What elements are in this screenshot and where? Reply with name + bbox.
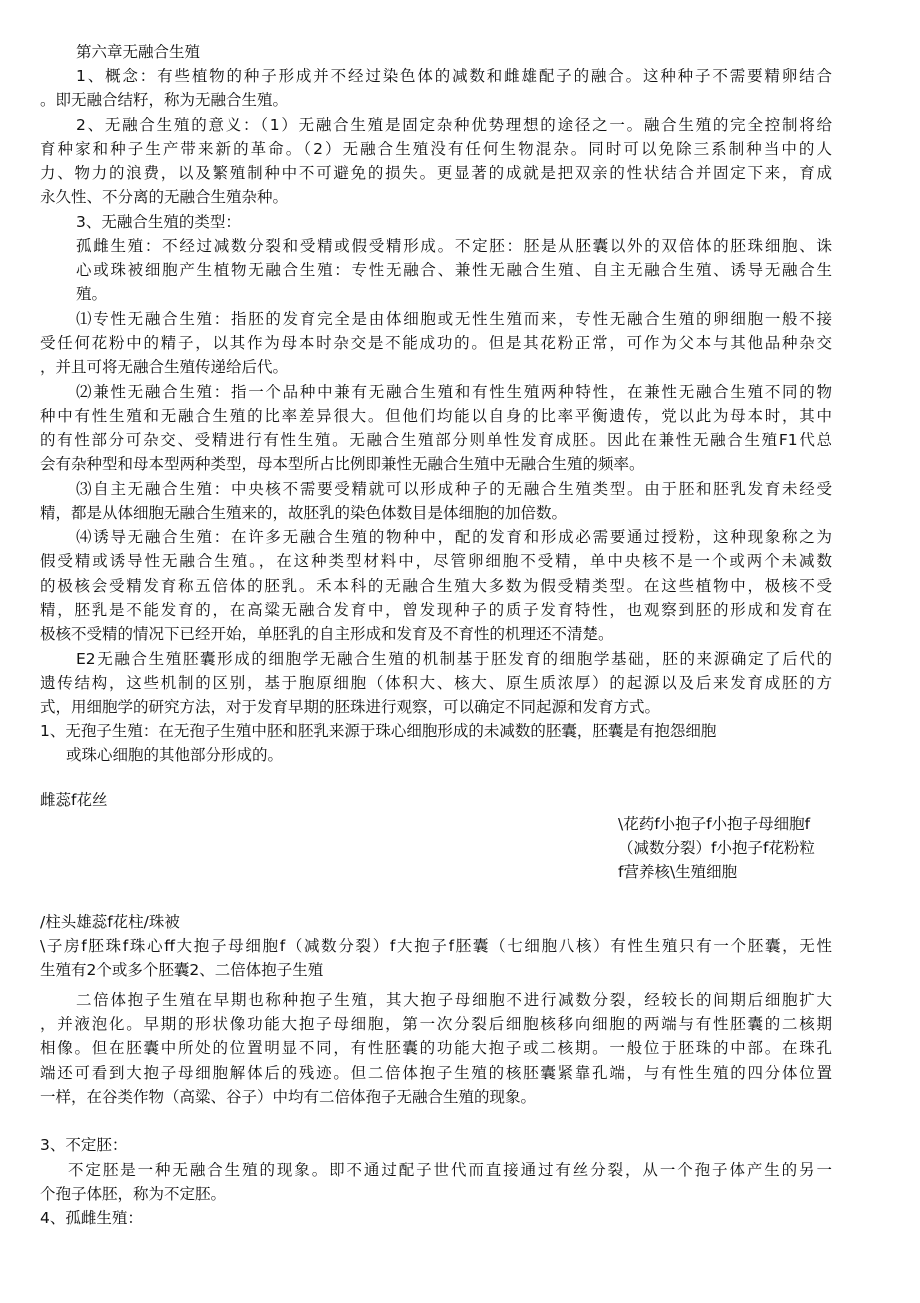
paragraph-line: 受任何花粉中的精子，以其作为母本时杂交是不能成功的。但是其花粉正常，可作为父本与其他品种杂交 <box>40 334 832 352</box>
paragraph-line: ⑵兼性无融合生殖：指一个品种中兼有无融合生殖和有性生殖两种特性，在兼性无融合生殖不同的物 <box>76 383 832 401</box>
paragraph-line: 3、无融合生殖的类型： <box>76 213 241 231</box>
paragraph-line: ⑶自主无融合生殖：中央核不需要受精就可以形成种子的无融合生殖类型。由于胚和胚乳发育未经受 <box>76 480 832 498</box>
diagram-text-line: \子房f胚珠f珠心ff大抱子母细胞f（减数分裂）f大抱子f胚囊（七细胞八核）有性生殖只有一个胚囊，无性 <box>40 937 832 955</box>
paragraph-line: 育种家和种子生产带来新的革命。（2）无融合生殖没有任何生物混杂。同时可以免除三系制种当中的人 <box>40 140 832 158</box>
chapter-title: 第六章无融合生殖 <box>76 43 201 61</box>
paragraph-line: 极核不受精的情况下已经开始，单胚乳的自主形成和发育及不育性的机理还不清楚。 <box>40 625 614 643</box>
paragraph-line: 假受精或诱导性无融合生殖。，在这种类型材料中，尽管卵细胞不受精，单中央核不是一个或两个未减数 <box>40 552 832 570</box>
paragraph-line: 的极核会受精发育称五倍体的胚乳。禾本科的无融合生殖大多数为假受精类型。在这些植物中，极核不受 <box>40 577 832 595</box>
paragraph-line: ，并且可将无融合生殖传递给后代。 <box>40 358 289 376</box>
diagram-text-line: 雌蕊f花丝 <box>40 791 108 809</box>
diagram-text-line: 生殖有2个或多个胚囊2、二倍体抱子生殖 <box>40 961 324 979</box>
paragraph-line: 种中有性生殖和无融合生殖的比率差异很大。但他们均能以自身的比率平衡遗传，党以此为母本时，其中 <box>40 407 832 425</box>
paragraph-line: 个孢子体胚，称为不定胚。 <box>40 1185 227 1203</box>
paragraph-line: 永久性、不分离的无融合生殖杂种。 <box>40 188 289 206</box>
paragraph-line: 2、无融合生殖的意义：（1）无融合生殖是固定杂种优势理想的途径之一。融合生殖的完全控制将给 <box>76 116 832 134</box>
paragraph-line: 1、概念：有些植物的种子形成并不经过染色体的减数和雌雄配子的融合。这种种子不需要精卵结合 <box>76 67 832 85</box>
paragraph-line: 力、物力的浪费，以及繁殖制种中不可避免的损失。更显著的成就是把双亲的性状结合并固定下来，育成 <box>40 164 832 182</box>
paragraph-line: E2无融合生殖胚囊形成的细胞学无融合生殖的机制基于胚发育的细胞学基础，胚的来源确定了后代的 <box>76 650 832 668</box>
paragraph-line: 式，用细胞学的研究方法，对于发育早期的胚珠进行观察，可以确定不同起源和发育方式。 <box>40 698 661 716</box>
paragraph-line: 遗传结构，这些机制的区别，基于胞原细胞（体积大、核大、原生质浓厚）的起源以及后来发育成胚的方 <box>40 674 832 692</box>
paragraph-line: 二倍体抱子生殖在早期也称种抱子生殖，其大抱子母细胞不进行减数分裂，经较长的间期后细胞扩大 <box>76 991 832 1009</box>
paragraph-line: ，并液泡化。早期的形状像功能大抱子母细胞，第一次分裂后细胞核移向细胞的两端与有性胚囊的二核期 <box>40 1015 832 1033</box>
paragraph-line: 不定胚是一种无融合生殖的现象。即不通过配子世代而直接通过有丝分裂，从一个孢子体产生的另一 <box>68 1161 832 1179</box>
diagram-text-line: f营养核\生殖细胞 <box>618 863 738 881</box>
paragraph-line: 心或珠被细胞产生植物无融合生殖：专性无融合、兼性无融合生殖、自主无融合生殖、诱导无融合生 <box>76 261 832 279</box>
paragraph-line: 相像。但在胚囊中所处的位置明显不同，有性胚囊的功能大抱子或二核期。一般位于胚珠的中部。在珠孔 <box>40 1039 832 1057</box>
paragraph-line: ⑷诱导无融合生殖：在许多无融合生殖的物种中，配的发育和形成必需要通过授粉，这种现象称之为 <box>76 528 832 546</box>
paragraph-line: ⑴专性无融合生殖：指胚的发育完全是由体细胞或无性生殖而来，专性无融合生殖的卵细胞一般不接 <box>76 310 832 328</box>
paragraph-line: 会有杂种型和母本型两种类型，母本型所占比例即兼性无融合生殖中无融合生殖的频率。 <box>40 455 645 473</box>
paragraph-line: 孤雌生殖：不经过减数分裂和受精或假受精形成。不定胚：胚是从胚囊以外的双倍体的胚珠细胞、诛 <box>76 237 832 255</box>
paragraph-line: 殖。 <box>76 285 108 303</box>
paragraph-line: 3、不定胚： <box>40 1136 128 1154</box>
paragraph-line: 。即无融合结籽，称为无融合生殖。 <box>40 91 289 109</box>
paragraph-line: 精，胚乳是不能发育的，在高粱无融合发育中，曾发现种子的质子发育特性，也观察到胚的形成和发育在 <box>40 601 832 619</box>
paragraph-line: 精，都是从体细胞无融合生殖来的，故胚乳的染色体数目是体细胞的加倍数。 <box>40 504 568 522</box>
paragraph-line: 或珠心细胞的其他部分形成的。 <box>66 746 284 764</box>
paragraph-line: 一样，在谷类作物（高粱、谷子）中均有二倍体孢子无融合生殖的现象。 <box>40 1088 537 1106</box>
paragraph-line: 4、孤雌生殖： <box>40 1209 143 1227</box>
paragraph-line: 端还可看到大抱子母细胞解体后的残迹。但二倍体抱子生殖的核胚囊紧靠孔端，与有性生殖的四分体位置 <box>40 1064 832 1082</box>
paragraph-line: 的有性部分可杂交、受精进行有性生殖。无融合生殖部分则单性发育成胚。因此在兼性无融合生殖F1代总 <box>40 431 832 449</box>
diagram-text-line: /柱头雄蕊f花柱/珠被 <box>40 913 180 931</box>
paragraph-line: 1、无孢子生殖：在无孢子生殖中胚和胚乳来源于珠心细胞形成的未减数的胚囊，胚囊是有抱怨细胞 <box>40 722 717 740</box>
diagram-text-line: （减数分裂）f小抱子f花粉粒 <box>618 839 815 857</box>
diagram-text-line: \花药f小抱子f小抱子母细胞f <box>618 815 811 833</box>
